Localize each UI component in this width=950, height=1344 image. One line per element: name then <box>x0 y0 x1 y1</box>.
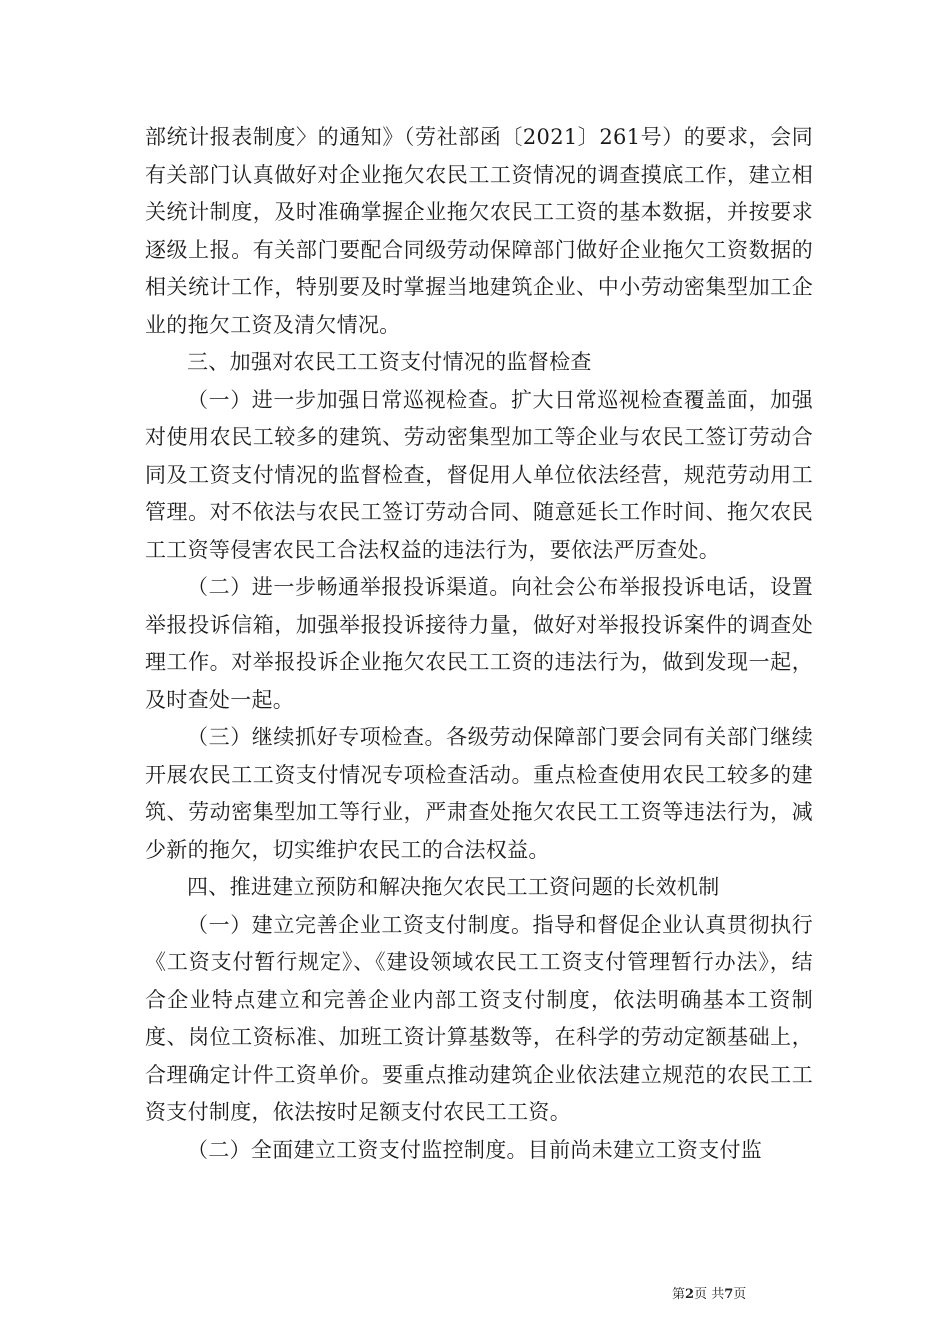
paragraph-4-2: （二）全面建立工资支付监控制度。目前尚未建立工资支付监 <box>187 1137 763 1162</box>
paragraph-continuation: 部统计报表制度〉的通知》（劳社部函〔2021〕261号）的要求，会同有关部门认真做好对企业拖欠农民工工资情况的调查摸底工作，建立相关统计制度，及时准确掌握企业拖欠农民工工资的基本数据，并按要求逐级上报。有关部门要配合同级劳动保障部门做好企业拖欠工资数据的相关统计工作，特别要及时掌握当地建筑企业、中小劳动密集型加工企业的拖欠工资及清欠情况。 <box>145 125 813 337</box>
paragraph-4-1: （一）建立完善企业工资支付制度。指导和督促企业认真贯彻执行《工资支付暂行规定》、《建设领域农民工工资支付管理暂行办法》，结合企业特点建立和完善企业内部工资支付制度，依法明确基本工资制度、岗位工资标准、加班工资计算基数等，在科学的劳动定额基础上，合理确定计件工资单价。要重点推动建筑企业依法建立规范的农民工工资支付制度，依法按时足额支付农民工工资。 <box>145 912 813 1124</box>
footer-current-page: 2 <box>685 1287 695 1302</box>
footer-total-pages: 7 <box>724 1287 734 1302</box>
section-heading-three: 三、加强对农民工工资支付情况的监督检查 <box>187 350 592 374</box>
section-heading-four: 四、推进建立预防和解决拖欠农民工工资问题的长效机制 <box>187 875 720 899</box>
paragraph-3-1: （一）进一步加强日常巡视检查。扩大日常巡视检查覆盖面，加强对使用农民工较多的建筑、劳动密集型加工等企业与农民工签订劳动合同及工资支付情况的监督检查，督促用人单位依法经营，规范劳动用工管理。对不依法与农民工签订劳动合同、随意延长工作时间、拖欠农民工工资等侵害农民工合法权益的违法行为，要依法严厉查处。 <box>145 387 813 562</box>
paragraph-3-3: （三）继续抓好专项检查。各级劳动保障部门要会同有关部门继续开展农民工工资支付情况专项检查活动。重点检查使用农民工较多的建筑、劳动密集型加工等行业，严肃查处拖欠农民工工资等违法行为，减少新的拖欠，切实维护农民工的合法权益。 <box>145 725 813 862</box>
footer-prefix: 第 <box>672 1287 686 1302</box>
document-body <box>145 119 813 1169</box>
footer-suffix: 页 <box>733 1287 747 1302</box>
page-number-footer <box>672 1283 746 1302</box>
paragraph-3-2: （二）进一步畅通举报投诉渠道。向社会公布举报投诉电话，设置举报投诉信箱，加强举报投诉接待力量，做好对举报投诉案件的调查处理工作。对举报投诉企业拖欠农民工工资的违法行为，做到发现一起，及时查处一起。 <box>145 575 813 712</box>
footer-middle: 页 共 <box>694 1287 725 1302</box>
